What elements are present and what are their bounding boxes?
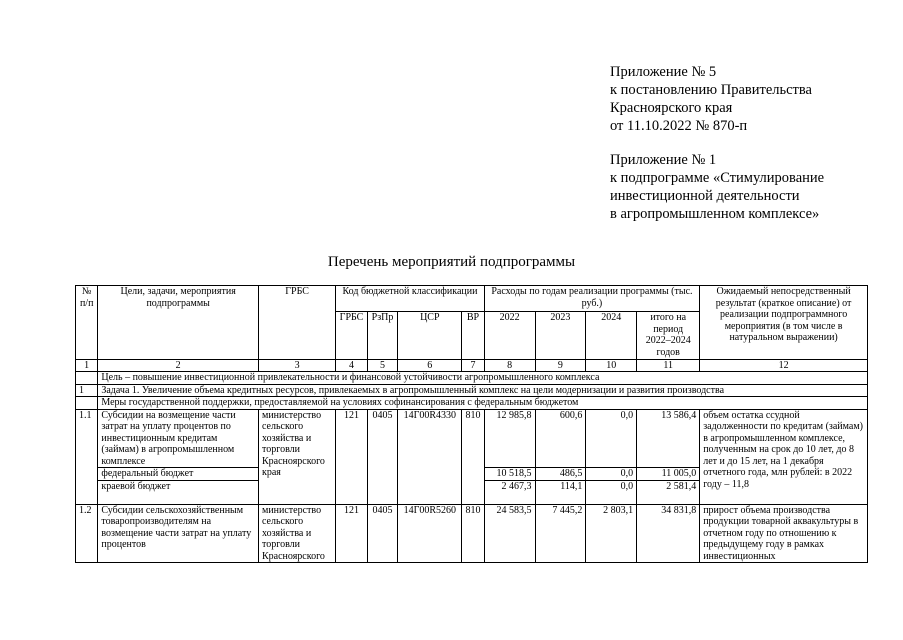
- header-total: итого на период 2022–2024 годов: [637, 312, 700, 360]
- row-grbs-code: 121: [336, 504, 368, 563]
- federal-budget-label: федеральный бюджет: [98, 468, 259, 481]
- row-total: 34 831,8: [637, 504, 700, 563]
- goal-row: [76, 372, 868, 385]
- header-code: Код бюджетной классификации: [336, 286, 484, 312]
- reg-2022: 2 467,3: [484, 480, 535, 504]
- row-2024: 2 803,1: [586, 504, 637, 563]
- column-number: 9: [535, 360, 586, 372]
- row-result: прирост объема производства продукции товарной аквакультуры в отчетном году по отношению к предыдущему году в рамках инвестиционных: [700, 504, 868, 563]
- row-grbs: министерство сельского хозяйства и торговли Красноярского: [258, 504, 335, 563]
- column-number: 11: [637, 360, 700, 372]
- header-line: в агропромышленном комплексе»: [610, 206, 820, 222]
- reg-2024: 0,0: [586, 480, 637, 504]
- header-vr: ВР: [462, 312, 484, 360]
- row-2024: 0,0: [586, 409, 637, 468]
- header-grbs: ГРБС: [258, 286, 335, 360]
- fed-2022: 10 518,5: [484, 468, 535, 481]
- row-rzpr: 0405: [367, 409, 398, 504]
- column-number: 2: [98, 360, 259, 372]
- document-title: Перечень мероприятий подпрограммы: [327, 254, 576, 270]
- appendix-5-line: Приложение № 5: [610, 64, 717, 80]
- table-row: [76, 504, 868, 563]
- row-2022: 12 985,8: [484, 409, 535, 468]
- task-num: 1: [76, 384, 98, 397]
- task-text: Задача 1. Увеличение объема кредитных ресурсов, привлекаемых в агропромышленный комплекс на цели модернизации и развития производства: [98, 384, 868, 397]
- reg-2023: 114,1: [535, 480, 586, 504]
- row-2022: 24 583,5: [484, 504, 535, 563]
- row-name: Субсидии на возмещение части затрат на уплату процентов по инвестиционным кредитам (займам) в агропромышленном комплексе: [98, 409, 259, 468]
- goal-text: Цель – повышение инвестиционной привлекательности и финансовой устойчивости агропромышленного комплекса: [98, 372, 868, 385]
- fed-2024: 0,0: [586, 468, 637, 481]
- row-total: 13 586,4: [637, 409, 700, 468]
- column-number: 4: [336, 360, 368, 372]
- column-number-row: [76, 360, 868, 372]
- header-line: инвестиционной деятельности: [610, 188, 800, 204]
- header-result: Ожидаемый непосредственный результат (краткое описание) от реализации подпрограммного мероприятия (в том числе в натуральном выражении): [700, 286, 868, 360]
- reg-total: 2 581,4: [637, 480, 700, 504]
- header-num: № п/п: [76, 286, 98, 360]
- measures-text: Меры государственной поддержки, предоставляемой на условиях софинансирования с федеральным бюджетом: [98, 397, 868, 410]
- header-line: от 11.10.2022 № 870-п: [610, 118, 748, 134]
- measures-row: [76, 397, 868, 410]
- column-number: 7: [462, 360, 484, 372]
- header-rzpr: РзПр: [367, 312, 398, 360]
- row-grbs-code: 121: [336, 409, 368, 504]
- column-number: 6: [398, 360, 462, 372]
- header-2023: 2023: [535, 312, 586, 360]
- regional-budget-label: краевой бюджет: [98, 480, 259, 504]
- row-2023: 600,6: [535, 409, 586, 468]
- header-goals: Цели, задачи, мероприятия подпрограммы: [98, 286, 259, 360]
- measures-table: [75, 285, 868, 563]
- column-number: 10: [586, 360, 637, 372]
- fed-total: 11 005,0: [637, 468, 700, 481]
- table-row: [76, 409, 868, 468]
- row-2023: 7 445,2: [535, 504, 586, 563]
- column-number: 5: [367, 360, 398, 372]
- row-grbs: министерство сельского хозяйства и торговли Красноярского края: [258, 409, 335, 504]
- column-number: 3: [258, 360, 335, 372]
- column-number: 1: [76, 360, 98, 372]
- header-line: к постановлению Правительства: [610, 82, 812, 98]
- column-number: 8: [484, 360, 535, 372]
- row-csr: 14Г00R5260: [398, 504, 462, 563]
- column-number: 12: [700, 360, 868, 372]
- appendix-header: [610, 63, 824, 223]
- appendix-1-line: Приложение № 1: [610, 152, 717, 168]
- header-line: Красноярского края: [610, 100, 733, 116]
- row-rzpr: 0405: [367, 504, 398, 563]
- header-grbs-code: ГРБС: [336, 312, 368, 360]
- row-csr: 14Г00R4330: [398, 409, 462, 504]
- header-2022: 2022: [484, 312, 535, 360]
- row-num: 1.1: [76, 409, 98, 504]
- row-name: Субсидии сельскохозяйственным товаропроизводителям на возмещение части затрат на уплату процентов: [98, 504, 259, 563]
- header-line: к подпрограмме «Стимулирование: [610, 170, 825, 186]
- task-row: [76, 384, 868, 397]
- header-expenses: Расходы по годам реализации программы (тыс. руб.): [484, 286, 700, 312]
- row-num: 1.2: [76, 504, 98, 563]
- row-vr: 810: [462, 409, 484, 504]
- row-vr: 810: [462, 504, 484, 563]
- row-result: объем остатка ссудной задолженности по кредитам (займам) в агропромышленном комплексе, полученным на срок до 10 лет, до 8 лет и до 15 лет, на 1 декабря отчетного года, млн рублей: в 2022 году – 11,8: [700, 409, 868, 504]
- fed-2023: 486,5: [535, 468, 586, 481]
- header-csr: ЦСР: [398, 312, 462, 360]
- header-2024: 2024: [586, 312, 637, 360]
